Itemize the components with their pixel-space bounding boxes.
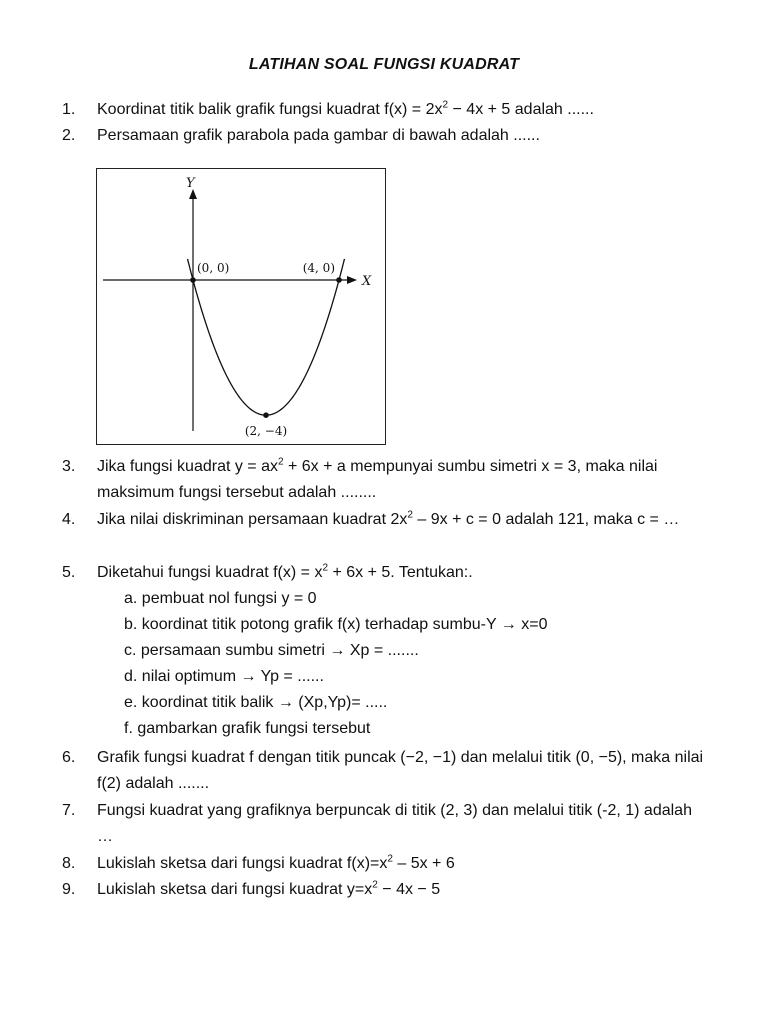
question-6 — [62, 745, 712, 797]
question-number: 1. — [62, 101, 76, 118]
question-number: 6. — [62, 749, 76, 766]
question-9 — [62, 877, 712, 903]
arrow-right-icon: → — [500, 616, 517, 633]
point-marker — [263, 412, 269, 418]
parabola-figure — [96, 168, 386, 445]
question-text: Lukislah sketsa dari fungsi kuadrat $f(x)=x^2 - 5x + 6$ — [97, 853, 455, 872]
q5-subitem-a: a. pembuat nol fungsi y = 0 — [124, 590, 317, 607]
question-number: 2. — [62, 127, 76, 144]
arrow-right-icon: → — [277, 694, 294, 711]
q5-subitem-d: d. nilai optimum → Yp = ...... — [124, 668, 324, 685]
question-4 — [62, 507, 712, 533]
question-text: Lukislah sketsa dari fungsi kuadrat $y=x^2 - 4x - 5$ — [97, 879, 441, 898]
y-axis-label: Y — [186, 176, 195, 191]
x-axis-label: X — [362, 274, 372, 289]
arrow-right-icon: → — [329, 642, 346, 659]
point-label: (4, 0) — [302, 261, 335, 275]
question-number: 4. — [62, 511, 76, 528]
point-marker — [190, 277, 196, 283]
question-2 — [62, 123, 712, 149]
question-text: Koordinat titik balik grafik fungsi kuadrat $f(x) = 2x^2 - 4x + 5$ adalah ...... — [97, 99, 594, 118]
question-text: Persamaan grafik parabola pada gambar di bawah adalah ...... — [97, 127, 540, 144]
question-number: 8. — [62, 855, 76, 872]
question-1 — [62, 97, 712, 123]
question-number: 5. — [62, 564, 76, 581]
arrow-right-icon: → — [240, 668, 257, 685]
point-label: (2, −4) — [244, 424, 288, 439]
question-text: Jika fungsi kuadrat $y = ax^2 + 6x + a$ mempunyai sumbu simetri x = 3, maka nilai maksimum fungsi tersebut adalah ........ — [97, 456, 658, 501]
point-marker — [336, 277, 342, 283]
question-5 — [62, 560, 712, 586]
question-number: 3. — [62, 458, 76, 475]
q5-subitem-e: e. koordinat titik balik → (Xp,Yp)= ..... — [124, 694, 388, 711]
question-text: Jika nilai diskriminan persamaan kuadrat $2x^2 - 9x + c = 0$ adalah 121, maka c = … — [97, 509, 680, 528]
worksheet-title: LATIHAN SOAL FUNGSI KUADRAT — [248, 56, 520, 73]
question-7 — [62, 798, 712, 850]
question-8 — [62, 851, 712, 877]
x-axis-arrow — [347, 276, 357, 284]
question-number: 9. — [62, 881, 76, 898]
question-number: 7. — [62, 802, 76, 819]
q5-subitem-b: b. koordinat titik potong grafik f(x) terhadap sumbu-Y → x=0 — [124, 616, 548, 633]
parabola-graph — [97, 169, 385, 444]
q5-subitem-c: c. persamaan sumbu simetri → Xp = ....... — [124, 642, 419, 659]
point-label: (0, 0) — [197, 261, 230, 275]
question-text: Diketahui fungsi kuadrat $f(x) = x^2 + 6x + 5$. Tentukan:. — [97, 562, 473, 581]
question-text: Grafik fungsi kuadrat f dengan titik puncak (−2, −1) dan melalui titik (0, −5), maka nilai f(2) adalah ....... — [97, 749, 704, 792]
question-text: Fungsi kuadrat yang grafiknya berpuncak di titik (2, 3) dan melalui titik (-2, 1) adalah … — [97, 802, 692, 845]
question-3 — [62, 454, 712, 506]
q5-subitem-f: f. gambarkan grafik fungsi tersebut — [124, 720, 371, 737]
parabola-curve — [188, 259, 345, 415]
